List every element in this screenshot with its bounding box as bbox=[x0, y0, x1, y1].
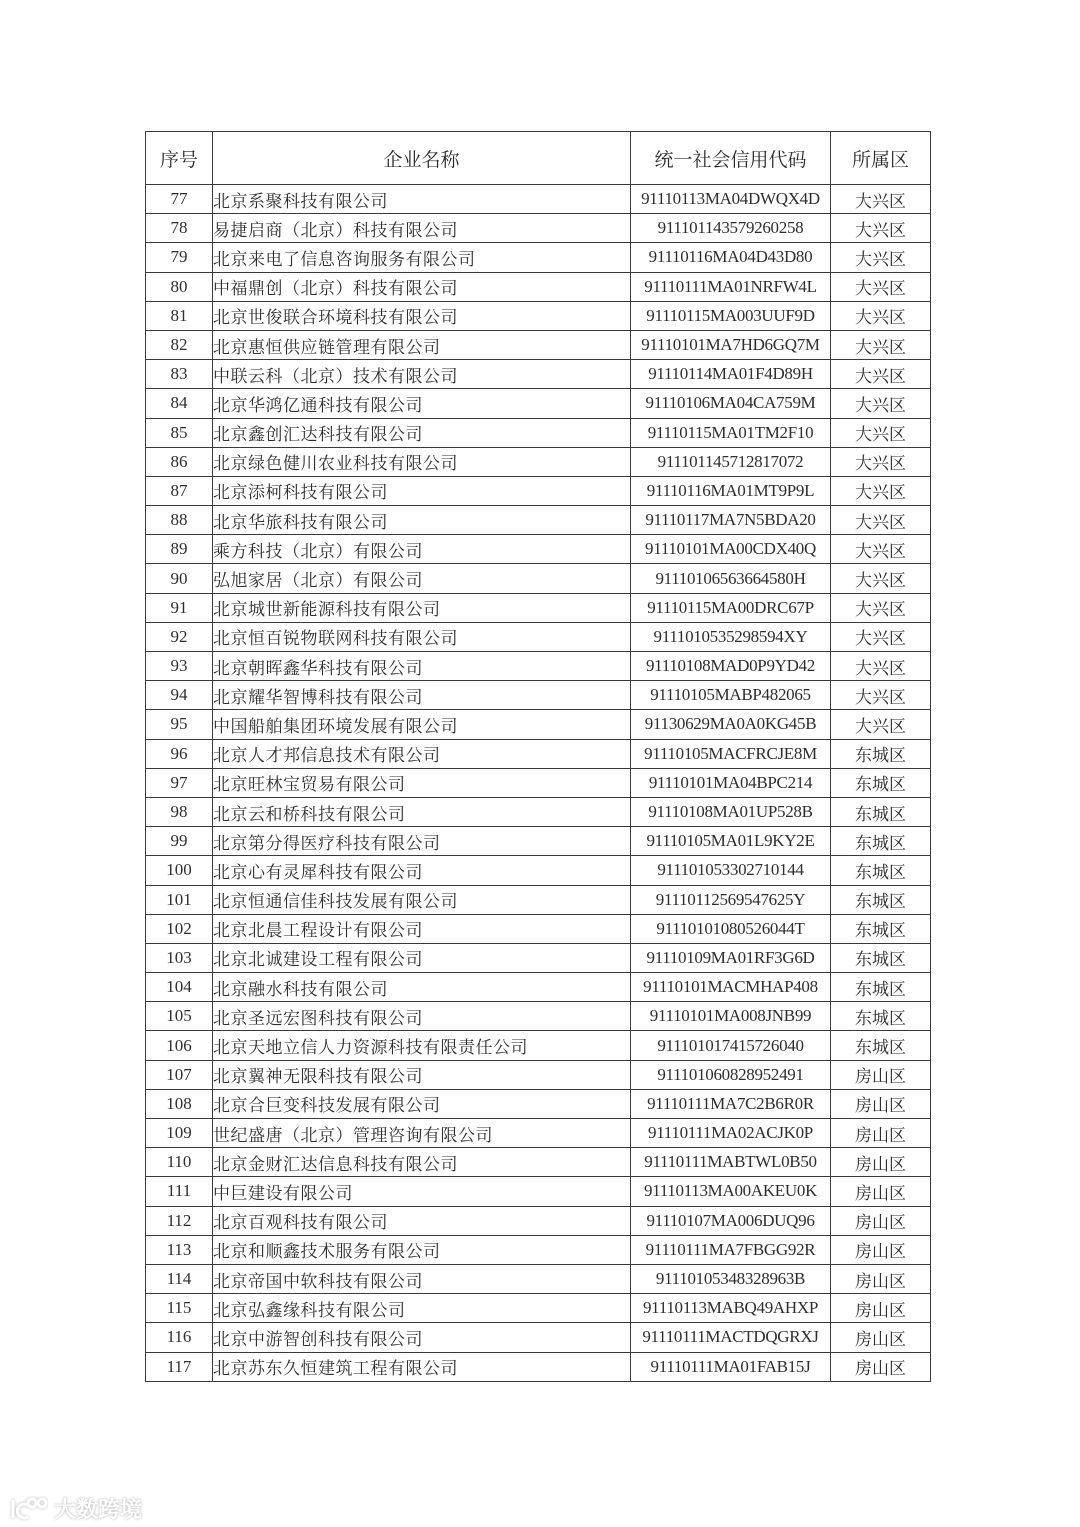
row-district: 房山区 bbox=[831, 1235, 931, 1264]
row-district: 东城区 bbox=[831, 1031, 931, 1060]
table-row bbox=[146, 1264, 931, 1293]
table-row bbox=[146, 214, 931, 243]
row-index: 105 bbox=[146, 1002, 213, 1031]
row-district: 大兴区 bbox=[831, 330, 931, 359]
row-index: 102 bbox=[146, 914, 213, 943]
row-district: 房山区 bbox=[831, 1119, 931, 1148]
header-row bbox=[146, 132, 931, 185]
row-credit-code: 91110101080526044T bbox=[631, 914, 831, 943]
row-index: 97 bbox=[146, 768, 213, 797]
table-row bbox=[146, 243, 931, 272]
table-row bbox=[146, 885, 931, 914]
table-row bbox=[146, 1294, 931, 1323]
table-row bbox=[146, 301, 931, 330]
header-district: 所属区 bbox=[831, 132, 931, 185]
row-credit-code: 91110111MA01NRFW4L bbox=[631, 272, 831, 301]
row-credit-code: 91110101MA00CDX40Q bbox=[631, 535, 831, 564]
row-index: 114 bbox=[146, 1264, 213, 1293]
table-row bbox=[146, 1002, 931, 1031]
row-district: 房山区 bbox=[831, 1294, 931, 1323]
table-row bbox=[146, 360, 931, 389]
row-credit-code: 91110109MA01RF3G6D bbox=[631, 943, 831, 972]
table-row bbox=[146, 476, 931, 505]
row-district: 大兴区 bbox=[831, 476, 931, 505]
logo-glyph-icon bbox=[8, 1496, 48, 1522]
row-district: 大兴区 bbox=[831, 681, 931, 710]
table-row bbox=[146, 768, 931, 797]
table-row bbox=[146, 185, 931, 214]
table-row bbox=[146, 681, 931, 710]
table-row bbox=[146, 1148, 931, 1177]
row-index: 84 bbox=[146, 389, 213, 418]
row-index: 101 bbox=[146, 885, 213, 914]
row-company-name: 中巨建设有限公司 bbox=[213, 1177, 631, 1206]
row-district: 东城区 bbox=[831, 1002, 931, 1031]
row-index: 95 bbox=[146, 710, 213, 739]
table-row bbox=[146, 330, 931, 359]
row-company-name: 北京弘鑫缘科技有限公司 bbox=[213, 1294, 631, 1323]
row-company-name: 北京来电了信息咨询服务有限公司 bbox=[213, 243, 631, 272]
row-credit-code: 91110116MA04D43D80 bbox=[631, 243, 831, 272]
watermark bbox=[8, 1493, 142, 1524]
row-index: 117 bbox=[146, 1352, 213, 1381]
row-index: 80 bbox=[146, 272, 213, 301]
row-district: 大兴区 bbox=[831, 506, 931, 535]
row-credit-code: 91110105348328963B bbox=[631, 1264, 831, 1293]
row-district: 东城区 bbox=[831, 827, 931, 856]
table-row bbox=[146, 418, 931, 447]
row-credit-code: 91110101MA04BPC214 bbox=[631, 768, 831, 797]
row-index: 79 bbox=[146, 243, 213, 272]
row-credit-code: 91110113MABQ49AHXP bbox=[631, 1294, 831, 1323]
row-company-name: 北京和顺鑫技术服务有限公司 bbox=[213, 1235, 631, 1264]
row-district: 东城区 bbox=[831, 885, 931, 914]
row-company-name: 北京旺林宝贸易有限公司 bbox=[213, 768, 631, 797]
table-header bbox=[146, 132, 931, 185]
row-district: 房山区 bbox=[831, 1323, 931, 1352]
row-company-name: 中国船舶集团环境发展有限公司 bbox=[213, 710, 631, 739]
row-credit-code: 91110106MA04CA759M bbox=[631, 389, 831, 418]
row-index: 103 bbox=[146, 943, 213, 972]
row-district: 大兴区 bbox=[831, 389, 931, 418]
row-credit-code: 91110105MABP482065 bbox=[631, 681, 831, 710]
row-index: 86 bbox=[146, 447, 213, 476]
row-company-name: 北京恒百锐物联网科技有限公司 bbox=[213, 622, 631, 651]
row-index: 109 bbox=[146, 1119, 213, 1148]
row-index: 99 bbox=[146, 827, 213, 856]
row-index: 100 bbox=[146, 856, 213, 885]
row-credit-code: 91110114MA01F4D89H bbox=[631, 360, 831, 389]
row-index: 115 bbox=[146, 1294, 213, 1323]
row-company-name: 中联云科（北京）技术有限公司 bbox=[213, 360, 631, 389]
row-company-name: 北京朝晖鑫华科技有限公司 bbox=[213, 652, 631, 681]
table-row bbox=[146, 827, 931, 856]
row-company-name: 北京系聚科技有限公司 bbox=[213, 185, 631, 214]
row-credit-code: 91110111MABTWL0B50 bbox=[631, 1148, 831, 1177]
row-index: 98 bbox=[146, 797, 213, 826]
table-row bbox=[146, 1119, 931, 1148]
row-district: 房山区 bbox=[831, 1352, 931, 1381]
table-row bbox=[146, 506, 931, 535]
row-company-name: 北京圣远宏图科技有限公司 bbox=[213, 1002, 631, 1031]
row-credit-code: 91110111MA7C2B6R0R bbox=[631, 1089, 831, 1118]
table-row bbox=[146, 1177, 931, 1206]
row-district: 东城区 bbox=[831, 943, 931, 972]
row-index: 94 bbox=[146, 681, 213, 710]
row-index: 116 bbox=[146, 1323, 213, 1352]
row-district: 大兴区 bbox=[831, 214, 931, 243]
row-district: 房山区 bbox=[831, 1089, 931, 1118]
row-district: 大兴区 bbox=[831, 593, 931, 622]
row-credit-code: 91110101MACMHAP408 bbox=[631, 973, 831, 1002]
row-district: 房山区 bbox=[831, 1206, 931, 1235]
row-district: 东城区 bbox=[831, 973, 931, 1002]
row-index: 113 bbox=[146, 1235, 213, 1264]
table-row bbox=[146, 272, 931, 301]
table-row bbox=[146, 535, 931, 564]
row-company-name: 北京天地立信人力资源科技有限责任公司 bbox=[213, 1031, 631, 1060]
row-company-name: 北京合巨变科技发展有限公司 bbox=[213, 1089, 631, 1118]
row-company-name: 北京百观科技有限公司 bbox=[213, 1206, 631, 1235]
row-district: 房山区 bbox=[831, 1177, 931, 1206]
row-credit-code: 91110115MA003UUF9D bbox=[631, 301, 831, 330]
table-row bbox=[146, 1235, 931, 1264]
row-company-name: 北京世俊联合环境科技有限公司 bbox=[213, 301, 631, 330]
row-district: 大兴区 bbox=[831, 564, 931, 593]
row-index: 108 bbox=[146, 1089, 213, 1118]
table-row bbox=[146, 1089, 931, 1118]
table-row bbox=[146, 652, 931, 681]
row-index: 112 bbox=[146, 1206, 213, 1235]
row-company-name: 北京绿色健川农业科技有限公司 bbox=[213, 447, 631, 476]
row-district: 东城区 bbox=[831, 797, 931, 826]
row-district: 大兴区 bbox=[831, 652, 931, 681]
row-index: 93 bbox=[146, 652, 213, 681]
row-credit-code: 91110116MA01MT9P9L bbox=[631, 476, 831, 505]
table-row bbox=[146, 1323, 931, 1352]
table-row bbox=[146, 973, 931, 1002]
row-district: 大兴区 bbox=[831, 272, 931, 301]
row-district: 东城区 bbox=[831, 914, 931, 943]
header-code: 统一社会信用代码 bbox=[631, 132, 831, 185]
table-row bbox=[146, 622, 931, 651]
row-company-name: 易捷启商（北京）科技有限公司 bbox=[213, 214, 631, 243]
row-credit-code: 91110113MA00AKEU0K bbox=[631, 1177, 831, 1206]
row-index: 111 bbox=[146, 1177, 213, 1206]
row-index: 89 bbox=[146, 535, 213, 564]
row-index: 81 bbox=[146, 301, 213, 330]
row-credit-code: 911101017415726040 bbox=[631, 1031, 831, 1060]
row-index: 85 bbox=[146, 418, 213, 447]
row-company-name: 北京云和桥科技有限公司 bbox=[213, 797, 631, 826]
row-district: 房山区 bbox=[831, 1264, 931, 1293]
row-district: 大兴区 bbox=[831, 418, 931, 447]
row-company-name: 乘方科技（北京）有限公司 bbox=[213, 535, 631, 564]
row-company-name: 北京北诚建设工程有限公司 bbox=[213, 943, 631, 972]
row-credit-code: 911101145712817072 bbox=[631, 447, 831, 476]
table-row bbox=[146, 1206, 931, 1235]
header-index: 序号 bbox=[146, 132, 213, 185]
row-index: 82 bbox=[146, 330, 213, 359]
table-body bbox=[146, 185, 931, 1382]
table-row bbox=[146, 1352, 931, 1381]
row-district: 大兴区 bbox=[831, 185, 931, 214]
row-company-name: 北京翼神无限科技有限公司 bbox=[213, 1060, 631, 1089]
row-company-name: 北京第分得医疗科技有限公司 bbox=[213, 827, 631, 856]
table-row bbox=[146, 943, 931, 972]
table-row bbox=[146, 710, 931, 739]
row-credit-code: 91110111MA02ACJK0P bbox=[631, 1119, 831, 1148]
row-company-name: 中福鼎创（北京）科技有限公司 bbox=[213, 272, 631, 301]
row-district: 东城区 bbox=[831, 739, 931, 768]
row-company-name: 北京华鸿亿通科技有限公司 bbox=[213, 389, 631, 418]
row-district: 东城区 bbox=[831, 768, 931, 797]
header-name: 企业名称 bbox=[213, 132, 631, 185]
row-credit-code: 91110107MA006DUQ96 bbox=[631, 1206, 831, 1235]
table-row bbox=[146, 914, 931, 943]
row-credit-code: 91110108MAD0P9YD42 bbox=[631, 652, 831, 681]
row-district: 大兴区 bbox=[831, 710, 931, 739]
row-district: 房山区 bbox=[831, 1148, 931, 1177]
row-credit-code: 91110106563664580H bbox=[631, 564, 831, 593]
row-credit-code: 911101053302710144 bbox=[631, 856, 831, 885]
row-company-name: 北京华旅科技有限公司 bbox=[213, 506, 631, 535]
table-row bbox=[146, 1031, 931, 1060]
row-company-name: 北京心有灵犀科技有限公司 bbox=[213, 856, 631, 885]
row-credit-code: 9111010535298594XY bbox=[631, 622, 831, 651]
row-credit-code: 91110105MACFRCJE8M bbox=[631, 739, 831, 768]
row-company-name: 北京城世新能源科技有限公司 bbox=[213, 593, 631, 622]
row-index: 110 bbox=[146, 1148, 213, 1177]
row-index: 78 bbox=[146, 214, 213, 243]
row-company-name: 北京耀华智博科技有限公司 bbox=[213, 681, 631, 710]
row-index: 91 bbox=[146, 593, 213, 622]
row-company-name: 弘旭家居（北京）有限公司 bbox=[213, 564, 631, 593]
row-company-name: 北京北晨工程设计有限公司 bbox=[213, 914, 631, 943]
row-index: 88 bbox=[146, 506, 213, 535]
row-company-name: 北京苏东久恒建筑工程有限公司 bbox=[213, 1352, 631, 1381]
row-credit-code: 91110115MA01TM2F10 bbox=[631, 418, 831, 447]
row-district: 东城区 bbox=[831, 856, 931, 885]
row-company-name: 北京惠恒供应链管理有限公司 bbox=[213, 330, 631, 359]
row-credit-code: 91110115MA00DRC67P bbox=[631, 593, 831, 622]
row-company-name: 北京帝国中软科技有限公司 bbox=[213, 1264, 631, 1293]
row-credit-code: 91110111MA7FBGG92R bbox=[631, 1235, 831, 1264]
row-credit-code: 91130629MA0A0KG45B bbox=[631, 710, 831, 739]
row-credit-code: 911101060828952491 bbox=[631, 1060, 831, 1089]
row-credit-code: 91110111MA01FAB15J bbox=[631, 1352, 831, 1381]
enterprise-table bbox=[145, 131, 931, 1382]
row-company-name: 北京中游智创科技有限公司 bbox=[213, 1323, 631, 1352]
table-row bbox=[146, 593, 931, 622]
row-credit-code: 91110105MA01L9KY2E bbox=[631, 827, 831, 856]
table-row bbox=[146, 1060, 931, 1089]
row-index: 77 bbox=[146, 185, 213, 214]
row-credit-code: 91110101MA7HD6GQ7M bbox=[631, 330, 831, 359]
row-district: 大兴区 bbox=[831, 622, 931, 651]
row-index: 92 bbox=[146, 622, 213, 651]
row-credit-code: 91110101MA008JNB99 bbox=[631, 1002, 831, 1031]
row-district: 大兴区 bbox=[831, 243, 931, 272]
table-row bbox=[146, 447, 931, 476]
table-row bbox=[146, 797, 931, 826]
row-company-name: 北京添柯科技有限公司 bbox=[213, 476, 631, 505]
row-credit-code: 91110112569547625Y bbox=[631, 885, 831, 914]
row-credit-code: 91110113MA04DWQX4D bbox=[631, 185, 831, 214]
row-index: 90 bbox=[146, 564, 213, 593]
row-district: 大兴区 bbox=[831, 360, 931, 389]
row-index: 104 bbox=[146, 973, 213, 1002]
row-credit-code: 911101143579260258 bbox=[631, 214, 831, 243]
brand-logo-icon bbox=[8, 1496, 48, 1522]
row-credit-code: 91110117MA7N5BDA20 bbox=[631, 506, 831, 535]
row-index: 106 bbox=[146, 1031, 213, 1060]
watermark-brand-text: 大数跨境 bbox=[54, 1498, 143, 1523]
row-district: 大兴区 bbox=[831, 535, 931, 564]
row-index: 96 bbox=[146, 739, 213, 768]
table-row bbox=[146, 564, 931, 593]
row-company-name: 北京恒通信佳科技发展有限公司 bbox=[213, 885, 631, 914]
row-district: 大兴区 bbox=[831, 301, 931, 330]
row-company-name: 北京人才邦信息技术有限公司 bbox=[213, 739, 631, 768]
row-index: 107 bbox=[146, 1060, 213, 1089]
row-company-name: 世纪盛唐（北京）管理咨询有限公司 bbox=[213, 1119, 631, 1148]
row-company-name: 北京鑫创汇达科技有限公司 bbox=[213, 418, 631, 447]
row-district: 大兴区 bbox=[831, 447, 931, 476]
row-company-name: 北京融水科技有限公司 bbox=[213, 973, 631, 1002]
table-row bbox=[146, 856, 931, 885]
table-row bbox=[146, 389, 931, 418]
row-credit-code: 91110111MACTDQGRXJ bbox=[631, 1323, 831, 1352]
row-credit-code: 91110108MA01UP528B bbox=[631, 797, 831, 826]
row-district: 房山区 bbox=[831, 1060, 931, 1089]
table-row bbox=[146, 739, 931, 768]
row-index: 83 bbox=[146, 360, 213, 389]
row-company-name: 北京金财汇达信息科技有限公司 bbox=[213, 1148, 631, 1177]
row-index: 87 bbox=[146, 476, 213, 505]
